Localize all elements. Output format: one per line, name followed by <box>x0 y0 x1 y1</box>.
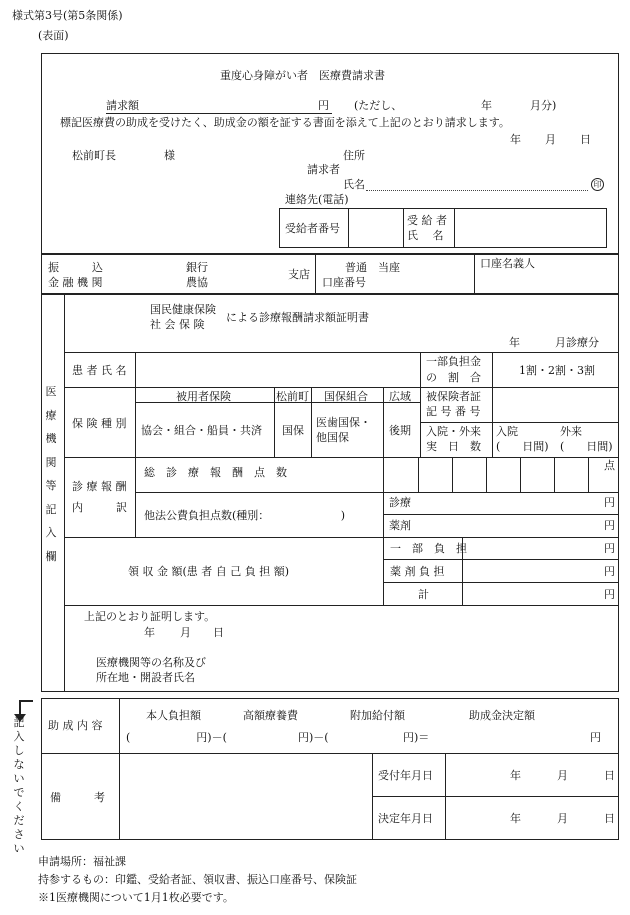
proviso-year: 年 <box>481 99 492 112</box>
patient-name-label: 患 者 氏 名 <box>72 364 127 377</box>
recipient-name-label: 受 給 者 <box>407 214 447 227</box>
received-date-label: 受付年月日 <box>378 769 433 782</box>
account-type: 普通 当座 <box>345 261 400 274</box>
cert-title: による診療報酬請求額証明書 <box>226 311 369 324</box>
kokuho-option: 国保 <box>282 424 304 437</box>
name-dotted-line <box>366 190 588 191</box>
grant-decision-label: 助成金決定額 <box>469 709 535 722</box>
decided-date-label: 決定年月日 <box>378 812 433 825</box>
fee-breakdown-label: 診 療 報 酬 <box>72 480 127 493</box>
high-cost-label: 高額療養費 <box>243 709 298 722</box>
days-label: 入院・外来 <box>426 425 481 438</box>
matsumae-header: 松前町 <box>276 390 309 403</box>
addressee-sama: 様 <box>164 149 175 162</box>
proviso-open: (ただし、 <box>354 99 403 112</box>
employee-insurance-options: 協会・組合・船員・共済 <box>141 424 262 437</box>
amount-label: 請求額 <box>106 99 139 112</box>
drug-burden-label: 薬 剤 負 担 <box>390 565 445 578</box>
remarks-label: 備 考 <box>50 791 105 804</box>
grant-yen: 円 <box>590 731 601 744</box>
application-place: 申請場所：福祉課 <box>38 855 126 868</box>
burden-ratio-label: 一部負担金 <box>426 355 481 368</box>
footnote: ※1医療機関について1月1枚必要です。 <box>38 891 234 904</box>
late-stage-option: 後期 <box>389 424 411 437</box>
partial-burden-label: 一 部 負 担 <box>390 542 467 555</box>
addressee: 松前町長 <box>72 149 116 162</box>
proviso-month: 月分) <box>530 99 557 112</box>
grant-formula-1: ( 円)－( <box>126 731 227 744</box>
account-number-label: 口座番号 <box>322 276 366 289</box>
public-burden-points: 他法公費負担点数(種別： ) <box>144 509 346 522</box>
certify-statement: 上記のとおり証明します。 <box>84 610 216 623</box>
grant-formula-2: 円)－( <box>298 731 329 744</box>
outpatient-label: 外来 <box>560 425 582 438</box>
transfer-label: 振 込 <box>48 261 103 274</box>
requester-label: 請求者 <box>307 163 340 176</box>
form-title: 重度心身障がい者 医療費請求書 <box>220 69 385 82</box>
insured-number-label: 被保険者証 <box>426 390 481 403</box>
required-items: 持参するもの：印鑑、受給者証、領収書、振込口座番号、保険証 <box>38 873 357 886</box>
contact-label: 連絡先(電話) <box>285 193 349 206</box>
account-holder-label: 口座名義人 <box>480 257 535 270</box>
receipt-amount-label: 領 収 金 額(患 者 自 己 負 担 額) <box>128 565 290 578</box>
total-points-label: 総 診 療 報 酬 点 数 <box>144 466 287 479</box>
request-year: 年 <box>510 133 521 146</box>
amount-underline <box>106 113 332 114</box>
amount-yen: 円 <box>318 99 329 112</box>
medical-section <box>41 294 619 692</box>
request-statement: 標記医療費の助成を受けたく、助成金の額を証する書面を添えて上記のとおり請求します。 <box>60 116 510 129</box>
medical-side-label: 医 療 機 関 等 記 入 欄 <box>45 385 57 563</box>
cert-insurance-2: 社 会 保 険 <box>150 318 205 331</box>
address-label: 住所 <box>343 149 365 162</box>
institution-label: 金 融 機 関 <box>48 276 103 289</box>
burden-ratio-options: 1割・2割・3割 <box>519 364 595 377</box>
request-month: 月 <box>545 133 556 146</box>
branch-label: 支店 <box>288 268 310 281</box>
cert-year: 年 <box>509 336 520 349</box>
request-day: 日 <box>580 133 591 146</box>
shinryo-label: 診療 <box>389 496 411 509</box>
recipient-number-label: 受給者番号 <box>285 222 340 235</box>
union-options: 医歯国保・ <box>316 416 371 429</box>
bank-label: 銀行 <box>186 261 208 274</box>
down-arrow-icon <box>19 700 33 714</box>
wide-area-header: 広域 <box>389 390 411 403</box>
union-header: 国保組合 <box>324 390 368 403</box>
grant-formula-3: 円)＝ <box>403 731 430 744</box>
self-burden-label: 本人負担額 <box>146 709 201 722</box>
total-label: 計 <box>418 588 429 601</box>
cert-month: 月診療分 <box>555 336 599 349</box>
grant-content-label: 助 成 内 容 <box>48 719 103 732</box>
form-side: (表面) <box>38 29 69 42</box>
outpatient-days: ( 日間) <box>560 440 613 453</box>
certify-year: 年 <box>144 626 155 639</box>
insurance-type-label: 保 険 種 別 <box>72 417 127 430</box>
institution-name-label: 医療機関等の名称及び <box>96 656 206 669</box>
inpatient-label: 入院 <box>496 425 518 438</box>
seal-mark: 印 <box>591 178 604 191</box>
do-not-fill-label: 記入しないでください <box>13 716 25 855</box>
agri-label: 農協 <box>186 276 208 289</box>
certify-month: 月 <box>180 626 191 639</box>
inpatient-days: ( 日間) <box>496 440 549 453</box>
form-number: 様式第3号(第5条関係) <box>12 9 123 22</box>
yakuzai-label: 薬剤 <box>389 519 411 532</box>
certify-day: 日 <box>213 626 224 639</box>
employee-insurance-header: 被用者保険 <box>176 390 231 403</box>
points-unit: 点 <box>604 459 615 472</box>
cert-insurance-1: 国民健康保険 <box>150 303 216 316</box>
additional-benefit-label: 附加給付額 <box>350 709 405 722</box>
name-label: 氏名 <box>343 178 365 191</box>
